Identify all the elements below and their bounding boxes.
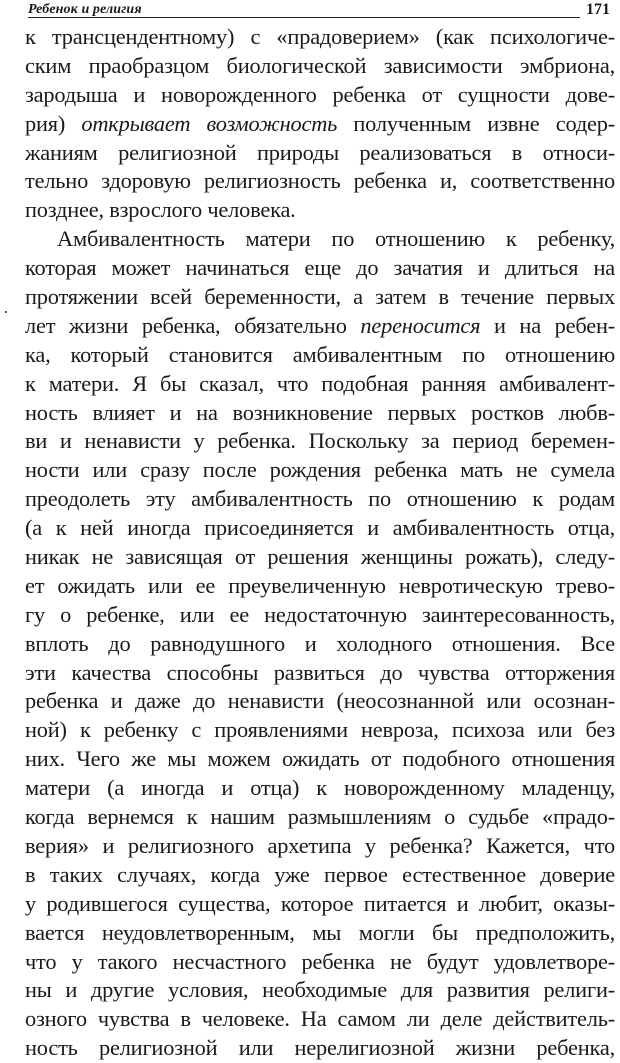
line-text: (а к ней иногда присоединяется и амбивалентность отца,: [25, 515, 615, 541]
line-text: что у такого несчастного ребенка не будут удовлетворе-: [25, 948, 615, 974]
text-line: [25, 543, 615, 572]
text-line: [25, 716, 615, 745]
line-text: рия): [25, 110, 82, 136]
text-line: [25, 832, 615, 861]
page-number: 171: [580, 0, 610, 20]
line-text: к трансцендентному) с «прадоверием» (как психологиче-: [25, 24, 615, 49]
text-line: [25, 774, 615, 803]
line-text: у родившегося существа, которое питается и любит, оказы-: [25, 890, 615, 916]
line-text: ны и другие условия, необходимые для развития религи-: [25, 977, 615, 1003]
line-text: преодолеть эту амбивалентность по отношению к родам: [25, 486, 615, 512]
line-text: в таких случаях, когда уже первое естественное доверие: [25, 861, 615, 887]
text-line: [25, 514, 615, 543]
text-line: [25, 976, 615, 1005]
text-line: [25, 745, 615, 774]
text-line: [25, 1005, 615, 1034]
text-line: [25, 254, 615, 283]
text-line: [25, 139, 615, 168]
line-text: гу о ребенке, или ее недостаточную заинтересованность,: [25, 601, 615, 627]
text-line: [25, 861, 615, 890]
body-text: [25, 23, 615, 1063]
line-text: лет жизни ребенка, обязательно: [25, 312, 361, 338]
text-line: [25, 919, 615, 948]
text-line: [25, 81, 615, 110]
line-text: к матери. Я бы сказал, что подобная ранняя амбивалент-: [25, 370, 615, 396]
text-line: [25, 312, 615, 341]
text-line: [25, 283, 615, 312]
line-text: Амбивалентность матери по отношению к ребенку,: [57, 226, 615, 252]
line-text: эти качества способны развиться до чувства отторжения: [25, 659, 615, 685]
line-text: полученным извне содер-: [337, 110, 616, 136]
text-line: [25, 601, 615, 630]
line-text: ность религиозной или нерелигиозной жизни ребенка,: [25, 1035, 615, 1061]
text-line: [25, 948, 615, 977]
line-text: протяжении всей беременности, а затем в течение первых: [25, 284, 615, 310]
line-text: ка, который становится амбивалентным по отношению: [25, 341, 615, 367]
paragraph: [25, 225, 615, 1063]
text-line: [25, 890, 615, 919]
line-text: ности или сразу после рождения ребенка мать не сумела: [25, 457, 615, 483]
emphasized-text: открывает возможность: [81, 110, 338, 136]
line-text: которая может начинаться еще до зачатия и длиться на: [25, 255, 615, 281]
margin-mark: [5, 311, 7, 313]
line-text: матери (а иногда и отца) к новорожденному младенцу,: [25, 775, 615, 801]
line-text: вплоть до равнодушного и холодного отношения. Все: [25, 630, 615, 656]
line-text: ским праобразцом биологической зависимости эмбриона,: [25, 52, 615, 78]
line-text: и на ребен-: [480, 312, 615, 338]
paragraph: [25, 23, 615, 225]
line-text: верия» и религиозного архетипа у ребенка? Кажется, что: [25, 832, 615, 858]
line-text: жаниям религиозной природы реализоваться в относи-: [25, 139, 615, 165]
emphasized-text: переносится: [360, 312, 481, 338]
text-line: [25, 572, 615, 601]
text-line: [25, 110, 615, 139]
line-text: вается неудовлетворенным, мы могли бы предположить,: [25, 919, 615, 945]
line-text: ность влияет и на возникновение первых ростков любв-: [25, 399, 615, 425]
line-text: зародыша и новорожденного ребенка от сущности дове-: [25, 81, 615, 107]
text-line: [25, 225, 615, 254]
header-rule: [28, 17, 608, 18]
text-line: [25, 1034, 615, 1063]
text-line: [25, 341, 615, 370]
text-line: [25, 196, 615, 225]
text-line: [25, 659, 615, 688]
line-text: ви и ненависти у ребенка. Поскольку за период беремен-: [25, 428, 615, 454]
line-text: озного чувства в человеке. На самом ли деле действитель-: [25, 1006, 615, 1032]
line-text: тельно здоровую религиозность ребенка и, соответственно: [25, 168, 615, 194]
running-title: Ребенок и религия: [28, 2, 142, 17]
text-line: [25, 427, 615, 456]
text-line: [25, 23, 615, 52]
line-text: позднее, взрослого человека.: [25, 197, 296, 223]
text-line: [25, 630, 615, 659]
text-line: [25, 687, 615, 716]
line-text: ребенка и даже до ненависти (неосознанной или осознан-: [25, 688, 615, 714]
text-line: [25, 803, 615, 832]
line-text: никак не зависящая от решения женщины рожать), следу-: [25, 544, 615, 570]
line-text: ет ожидать или ее преувеличенную невротическую трево-: [25, 572, 615, 598]
text-line: [25, 370, 615, 399]
line-text: ной) к ребенку с проявлениями невроза, психоза или без: [25, 717, 615, 743]
line-text: них. Чего же мы можем ожидать от подобного отношения: [25, 746, 615, 772]
text-line: [25, 399, 615, 428]
text-line: [25, 456, 615, 485]
text-line: [25, 485, 615, 514]
line-text: когда вернемся к нашим размышлениям о судьбе «прадо-: [25, 804, 615, 830]
running-head: [28, 0, 618, 22]
text-line: [25, 52, 615, 81]
text-line: [25, 167, 615, 196]
